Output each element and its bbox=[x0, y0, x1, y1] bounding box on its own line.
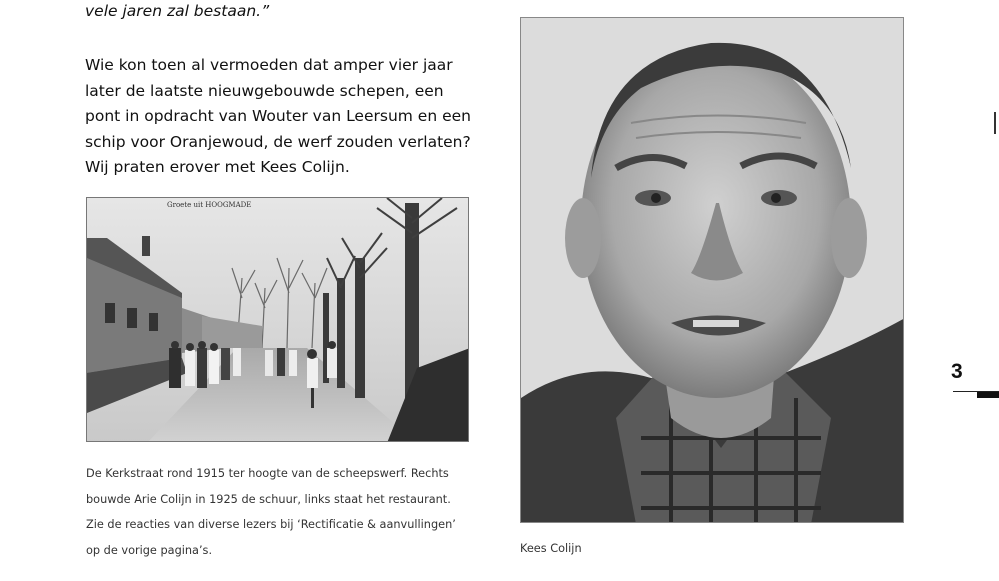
street-photo bbox=[86, 197, 469, 442]
portrait-photo-caption: Kees Colijn bbox=[520, 542, 582, 555]
caption-line: Zie de reacties van diverse lezers bij ‘Rectificatie & aanvullingen’ bbox=[86, 518, 456, 532]
page-number-tab bbox=[977, 392, 999, 398]
intro-paragraph bbox=[85, 53, 485, 181]
intro-line: Wij praten erover met Kees Colijn. bbox=[85, 158, 350, 176]
caption-line: bouwde Arie Colijn in 1925 de schuur, links staat het restaurant. bbox=[86, 492, 451, 506]
intro-line: later de laatste nieuwgebouwde schepen, een bbox=[85, 81, 444, 100]
caption-line: De Kerkstraat rond 1915 ter hoogte van de scheepswerf. Rechts bbox=[86, 467, 449, 480]
portrait-photo bbox=[520, 17, 904, 523]
street-photo-caption bbox=[86, 461, 486, 564]
intro-line: pont in opdracht van Wouter van Leersum en een bbox=[85, 107, 471, 125]
intro-line: Wie kon toen al vermoeden dat amper vier jaar bbox=[85, 56, 453, 74]
postcard-greeting-text: Groete uit HOOGMADE bbox=[167, 201, 252, 209]
caption-line: op de vorige pagina’s. bbox=[86, 544, 213, 558]
page-edge-mark bbox=[994, 112, 996, 134]
page-number: 3 bbox=[951, 360, 963, 383]
quote-continuation: vele jaren zal bestaan.” bbox=[85, 2, 270, 20]
intro-line: schip voor Oranjewoud, de werf zouden verlaten? bbox=[85, 132, 471, 151]
